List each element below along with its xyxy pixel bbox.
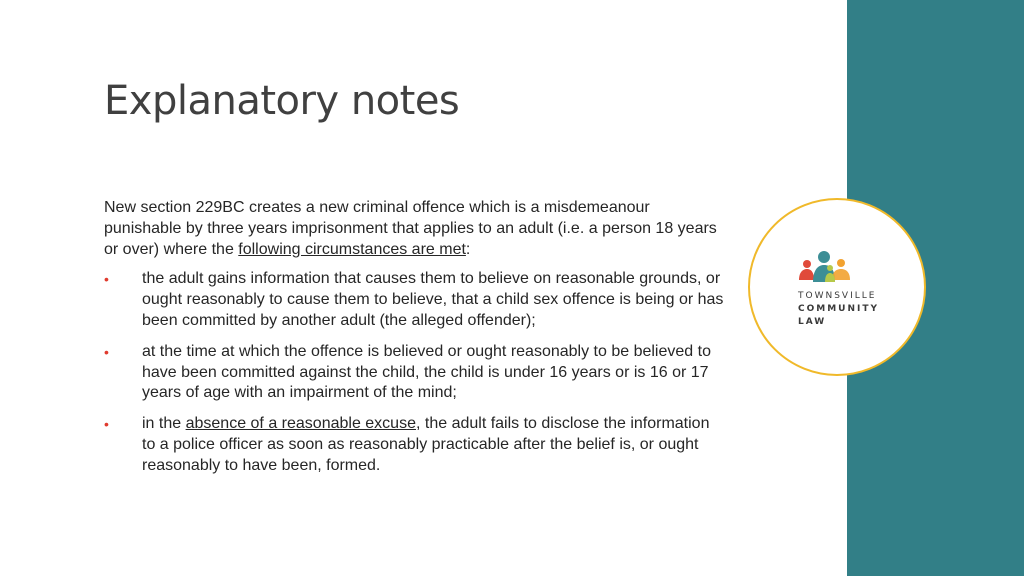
- people-group-icon: [797, 250, 857, 284]
- bullet-list: [104, 269, 724, 476]
- bullet-item: [104, 342, 724, 404]
- slide-body: [104, 198, 724, 487]
- logo-circle: [748, 198, 926, 376]
- bullet-text: at the time at which the offence is believed or ought reasonably to be believed to have been committed against the child, the child is under 16 years or is 16 or 17 years of age with an impairment of the mind;: [142, 342, 711, 402]
- bullet-underlined-text: absence of a reasonable excuse: [185, 415, 416, 433]
- intro-text: New section 229BC creates a new criminal offence which is a misdemeanour punishable by three years imprisonment that applies to an adult (i.e. a person 18 years or over) where the: [104, 199, 717, 258]
- bullet-item: [104, 414, 724, 476]
- logo-line-community: COMMUNITY: [798, 304, 880, 314]
- logo-line-townsville: TOWNSVILLE: [798, 291, 877, 301]
- intro-paragraph: [104, 198, 724, 260]
- intro-colon: :: [465, 240, 471, 258]
- bullet-item: [104, 269, 724, 331]
- bullet-icon: •: [104, 343, 109, 360]
- logo-wordmark: [798, 290, 879, 329]
- bullet-icon: •: [104, 416, 109, 433]
- logo-line-law: LAW: [798, 317, 827, 327]
- bullet-text-continued: , the adult fails to disclose the information to a police officer as soon as reasonably practicable after the belief is, or ought reasonably to have been, formed.: [142, 415, 710, 474]
- bullet-icon: •: [104, 271, 109, 288]
- bullet-text: in the: [142, 415, 186, 433]
- bullet-text: the adult gains information that causes them to believe on reasonable grounds, or ought reasonably to cause them to believe, that a child sex offence is being or has been committed by another adult (the alleged offender);: [142, 270, 724, 329]
- intro-underlined-text: following circumstances are met: [238, 240, 466, 258]
- slide-title: Explanatory notes: [104, 78, 460, 124]
